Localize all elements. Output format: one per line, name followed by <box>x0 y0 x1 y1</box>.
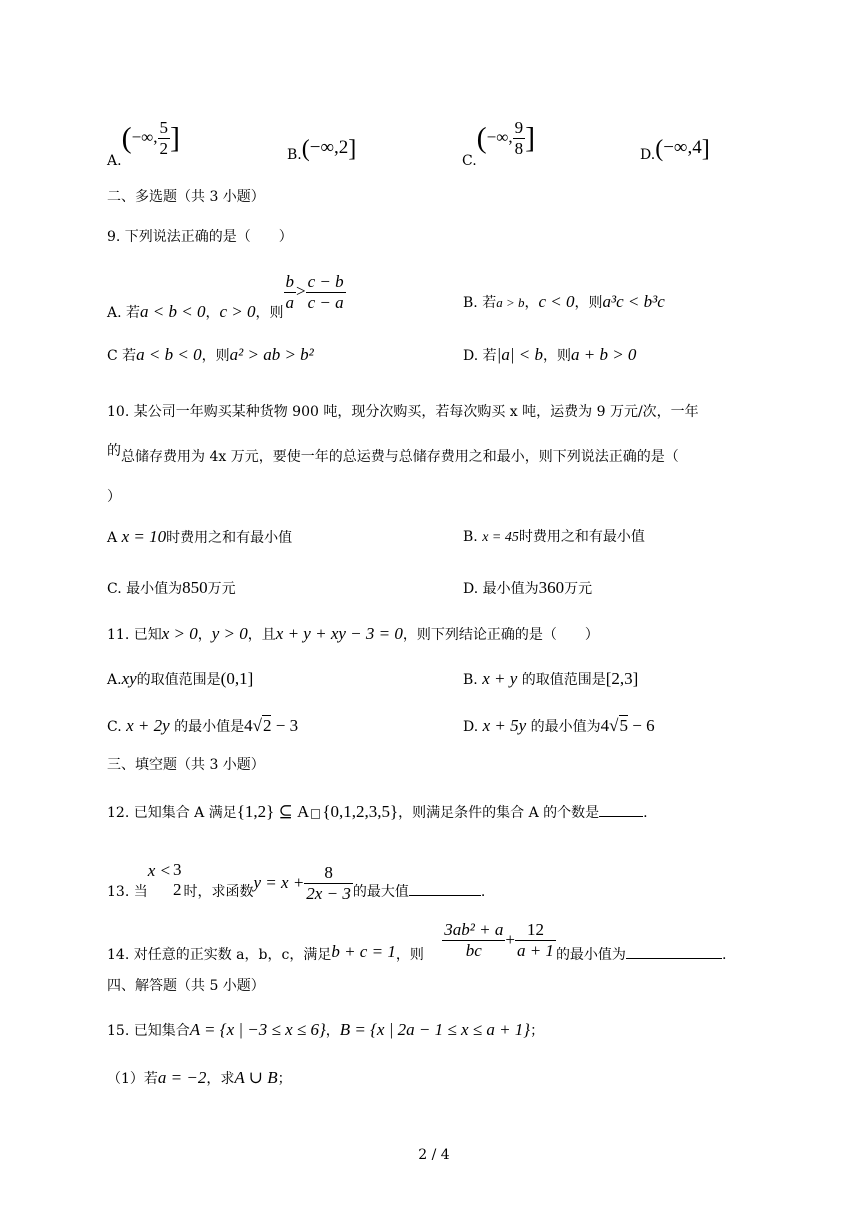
answer-blank <box>409 895 481 896</box>
q10-stem-line3: ） <box>107 489 121 505</box>
missing-symbol-icon <box>311 809 320 819</box>
answer-blank <box>626 958 722 959</box>
q11-stem: 11. 已知x > 0，y > 0，且x + y + xy − 3 = 0，则下列结论正确的是（ ） <box>107 624 599 643</box>
q10-option-c: C. 最小值为850万元 <box>107 578 236 597</box>
q9-option-d: D. 若|a| < b，则a + b > 0 <box>463 345 637 364</box>
q14: 14. 对任意的正实数 a，b，c，满足b + c = 1，则 $\frac{\text{3ab² + a}}{bc}$ + $\frac{12}{a + 1}$ 的最小值为 . <box>107 920 727 963</box>
q11-option-d: D. x + 5y 的最小值为4√5 − 6 <box>463 716 655 735</box>
q9-option-b: B. 若a > b，c < 0，则a³c < b³c <box>463 292 665 311</box>
section-heading-fill-in: 三、填空题（共 3 小题） <box>107 757 265 773</box>
q12: 12. 已知集合 A 满足{1,2} ⊆ A {0,1,2,3,5}，则满足条件的集合 A 的个数是 . <box>107 802 648 821</box>
q10-option-d: D. 最小值为360万元 <box>463 578 593 597</box>
q15-part1: （1）若a = −2，求A ∪ B； <box>107 1068 292 1087</box>
q10-option-b: B. x = 45时费用之和有最小值 <box>463 529 645 545</box>
q9-stem: 9. 下列说法正确的是（ ） <box>107 229 293 245</box>
q8-option-b: B.(−∞,2] <box>287 136 357 163</box>
section-heading-multiple-choice: 二、多选题（共 3 小题） <box>107 189 265 205</box>
q9-option-c: C 若a < b < 0，则a² > ab > b² <box>107 345 314 364</box>
q9-option-a: A. 若a < b < 0，c > 0，则 $\frac{b}{a}$ > $\frac{c - b}{c - a}$ <box>107 272 344 321</box>
q13: 13. 当x < 3 2 时，求函数y = x + $\frac{8}{2x - 3}$ 的最大值 . <box>107 859 486 903</box>
q8-option-d: D.(−∞,4] <box>640 136 710 163</box>
q10-stem-line2: 的总储存费用为 4x 万元，要使一年的总运费与总储存费用之和最小，则下列说法正确的是（ <box>107 443 679 465</box>
page-number: 2 / 4 <box>418 1147 450 1163</box>
q11-option-c: C. x + 2y 的最小值是4√2 − 3 <box>107 716 299 735</box>
section-heading-solutions: 四、解答题（共 5 小题） <box>107 978 265 994</box>
q11-option-b: B. x + y 的取值范围是[2,3] <box>463 669 639 688</box>
q8-option-c: C.(−∞, $\frac{9}{8}$ ] <box>462 118 536 169</box>
answer-blank <box>599 816 643 817</box>
q11-option-a: A.xy的取值范围是(0,1] <box>107 669 254 688</box>
q8-option-a: A.(−∞, $\frac{5}{2}$ ] <box>107 118 181 169</box>
q10-option-a: A x = 10时费用之和有最小值 <box>107 527 293 546</box>
q15-stem: 15. 已知集合A = {x | −3 ≤ x ≤ 6}，B = {x | 2a − 1 ≤ x ≤ a + 1}； <box>107 1020 545 1039</box>
q10-stem-line1: 10. 某公司一年购买某种货物 900 吨，现分次购买，若每次购买 x 吨，运费为 9 万元/次，一年 <box>107 404 699 420</box>
